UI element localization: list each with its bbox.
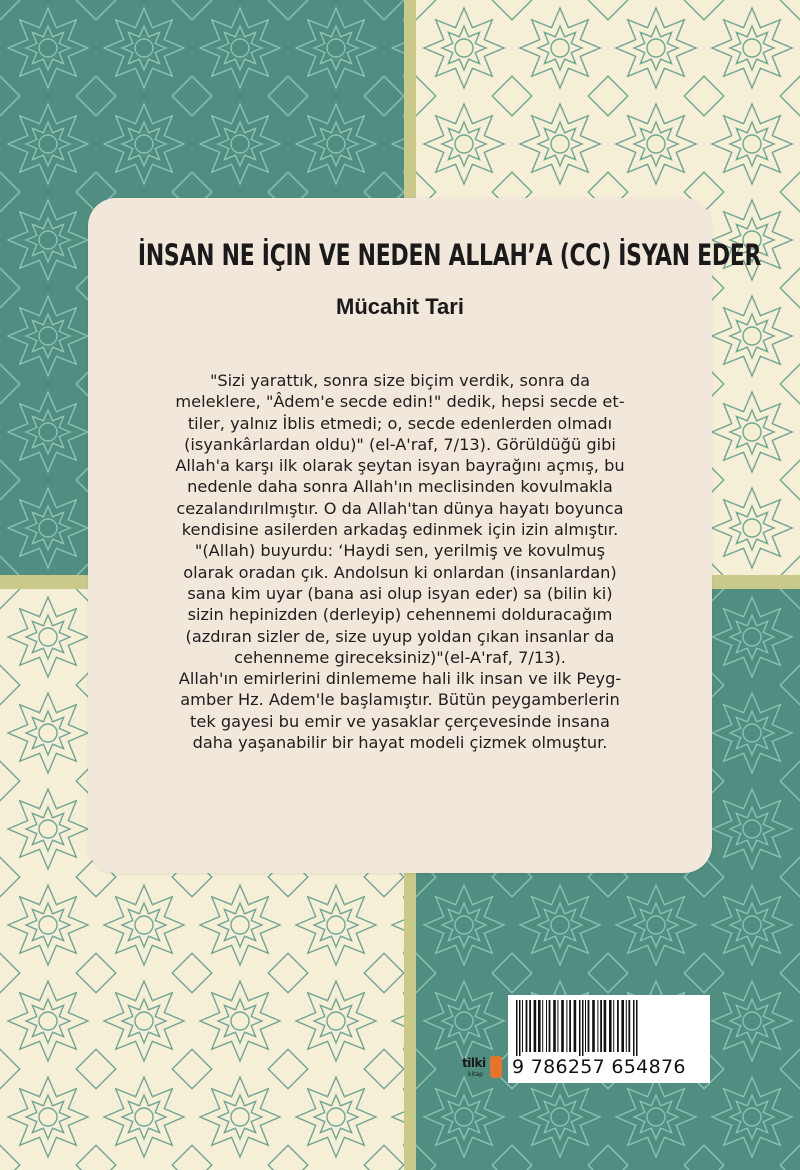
barcode-bar [516, 1000, 518, 1056]
blurb-line: Allah'ın emirlerini dinlememe hali ilk insan ve ilk Peyg- [178, 669, 622, 689]
back-cover-blurb [116, 370, 684, 753]
barcode-bar [561, 1000, 564, 1052]
isbn-barcode [508, 995, 710, 1083]
barcode-bar [522, 1000, 523, 1052]
barcode-bar [585, 1000, 586, 1052]
barcode-bar [636, 1000, 638, 1056]
barcode-bar [546, 1000, 547, 1052]
barcode-bar [613, 1000, 614, 1052]
blurb-line: kendisine asilerden arkadaş edinmek için izin almıştır. [181, 520, 619, 540]
fox-logo-icon [490, 1056, 502, 1078]
blurb-line: sana kim uyar (bana asi olup isyan eder) sa (bilin ki) [187, 583, 613, 603]
blurb-line: "(Allah) buyurdu: ‘Haydi sen, yerilmiş ve kovulmuş [194, 541, 606, 561]
book-author: Mücahit Tari [336, 294, 464, 319]
barcode-bar [566, 1000, 567, 1052]
barcode-bar [542, 1000, 543, 1052]
barcode-bar [569, 1000, 571, 1052]
barcode-bar [549, 1000, 551, 1052]
barcode-bar [534, 1000, 537, 1052]
barcode-bar [574, 1000, 577, 1052]
book-title: İNSAN NE İÇIN VE NEDEN ALLAH’A (CC) İSYAN EDER [137, 238, 762, 272]
barcode-bar [597, 1000, 598, 1052]
text-card [88, 198, 762, 873]
barcode-bar [538, 1000, 541, 1052]
blurb-line: nedenle daha sonra Allah'ın meclisinden kovulmakla [187, 477, 613, 497]
barcode-bar [553, 1000, 556, 1052]
blurb-line: tiler, yalnız İblis etmedi; o, secde edenlerden olmadı [187, 413, 613, 433]
barcode-bar [600, 1000, 602, 1052]
blurb-line: (isyankârlardan oldu)" (el-A'raf, 7/13). Görüldüğü gibi [184, 434, 616, 454]
blurb-line: amber Hz. Adem'le başlamıştır. Bütün peygamberlerin [180, 690, 620, 710]
blurb-line: cezalandırılmıştır. O da Allah'tan dünya hayatı boyunca [176, 498, 624, 518]
barcode-bar [526, 1000, 528, 1052]
barcode-bar [621, 1000, 624, 1052]
blurb-line: cehenneme gireceksiniz)"(el-A'raf, 7/13). [234, 647, 566, 667]
blurb-line: tek gayesi bu emir ve yasaklar çerçevesinde insana [190, 711, 610, 731]
blurb-line: "Sizi yarattık, sonra size biçim verdik, sonra da [209, 371, 591, 390]
barcode-bar [633, 1000, 635, 1056]
barcode-bars [514, 1000, 704, 1056]
blurb-line: (azdıran sizler de, size uyup yoldan çıkan insanlar da [185, 626, 615, 646]
barcode-bar [617, 1000, 619, 1052]
blurb-line: Allah'a karşı ilk olarak şeytan isyan bayrağını açmış, bu [175, 456, 625, 476]
barcode-bar [557, 1000, 558, 1052]
barcode-bar [626, 1000, 627, 1052]
barcode-bar [592, 1000, 595, 1052]
barcode-bar [579, 1000, 581, 1056]
blurb-line: meleklere, "Âdem'e secde edin!" dedik, hepsi secde et- [175, 392, 625, 412]
blurb-line: sizin hepinizden (derleyip) cehennemi dolduracağım [187, 605, 613, 625]
barcode-bar [588, 1000, 590, 1052]
barcode-bar [628, 1000, 630, 1052]
publisher-logo-text: tilki [462, 1056, 486, 1070]
barcode-bar [529, 1000, 531, 1052]
barcode-bar [604, 1000, 607, 1052]
publisher-logo-sub: kitap [468, 1071, 483, 1078]
barcode-bar [609, 1000, 612, 1052]
publisher-logo [460, 1054, 504, 1084]
barcode-bar [582, 1000, 584, 1056]
barcode-bar [519, 1000, 521, 1056]
blurb-line: daha yaşanabilir bir hayat modeli çizmek olmuştur. [192, 733, 608, 753]
isbn-number: 9 786257 654876 [512, 1056, 686, 1078]
blurb-line: olarak oradan çık. Andolsun ki onlardan (insanlardan) [183, 562, 617, 582]
